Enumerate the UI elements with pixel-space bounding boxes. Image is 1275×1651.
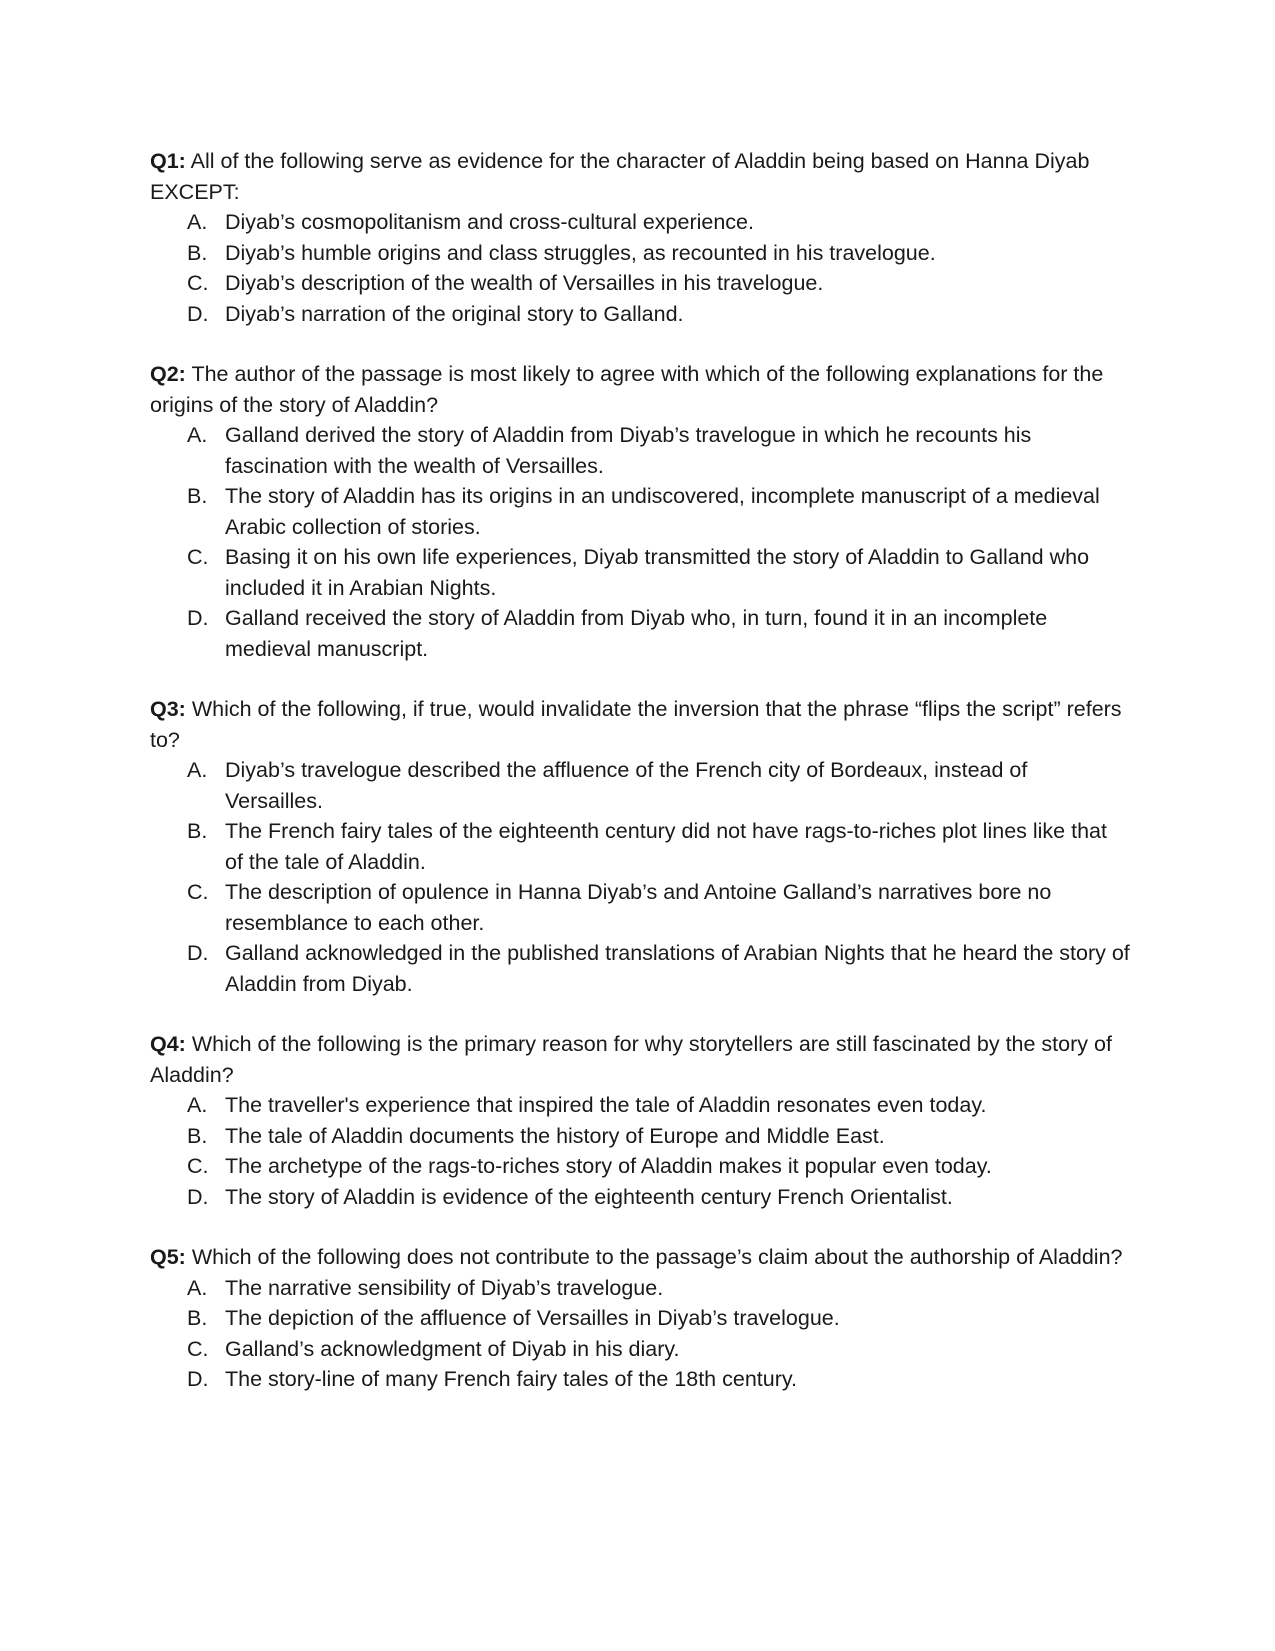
question-number: Q2:: [150, 362, 186, 386]
option-b: [150, 1303, 1130, 1334]
option-a: [150, 207, 1130, 238]
option-list: [150, 1273, 1130, 1395]
option-letter: C.: [187, 1336, 209, 1361]
option-d: [150, 299, 1130, 330]
option-letter: B.: [187, 1123, 208, 1148]
option-letter: C.: [187, 880, 209, 904]
question-number: Q4:: [150, 1032, 186, 1056]
option-a: [150, 420, 1130, 481]
option-c: [150, 1151, 1130, 1182]
question-5: [150, 1242, 1130, 1395]
question-stem: [150, 359, 1130, 420]
option-letter: A.: [187, 423, 208, 447]
option-text: The story-line of many French fairy tales of the 18th century.: [225, 1367, 797, 1391]
option-d: [150, 1182, 1130, 1213]
option-letter: D.: [187, 606, 209, 630]
option-letter: A.: [187, 1275, 208, 1300]
option-d: [150, 1364, 1130, 1395]
option-list: [150, 420, 1130, 664]
question-4: [150, 1029, 1130, 1212]
question-text: Which of the following, if true, would invalidate the inversion that the phrase “flips the script” refers to?: [150, 697, 1122, 752]
option-letter: D.: [187, 941, 209, 965]
option-letter: B.: [187, 484, 208, 508]
option-letter: D.: [187, 1184, 209, 1209]
document-page: [150, 146, 1130, 1425]
question-number: Q1:: [150, 149, 186, 173]
option-text: Galland acknowledged in the published translations of Arabian Nights that he heard the story of Aladdin from Diyab.: [225, 941, 1130, 996]
question-stem: [150, 146, 1130, 207]
option-d: [150, 603, 1130, 664]
question-text: Which of the following does not contribute to the passage’s claim about the authorship of Aladdin?: [191, 1245, 1123, 1269]
option-text: Galland derived the story of Aladdin from Diyab’s travelogue in which he recounts his fascination with the wealth of Versailles.: [225, 423, 1032, 478]
option-letter: B.: [187, 240, 208, 265]
option-text: Basing it on his own life experiences, Diyab transmitted the story of Aladdin to Galland who included it in Arabian Nights.: [225, 545, 1090, 600]
option-letter: C.: [187, 271, 209, 295]
option-text: The tale of Aladdin documents the history of Europe and Middle East.: [225, 1123, 885, 1148]
option-letter: B.: [187, 819, 208, 843]
question-number: Q3:: [150, 697, 186, 721]
option-text: Galland received the story of Aladdin from Diyab who, in turn, found it in an incomplete medieval manuscript.: [225, 606, 1048, 661]
option-text: The story of Aladdin has its origins in an undiscovered, incomplete manuscript of a medieval Arabic collection of stories.: [225, 484, 1100, 539]
option-c: [150, 877, 1130, 938]
option-a: [150, 755, 1130, 816]
option-text: The French fairy tales of the eighteenth century did not have rags-to-riches plot lines like that of the tale of Aladdin.: [225, 819, 1107, 874]
option-letter: C.: [187, 545, 209, 569]
question-text: The author of the passage is most likely to agree with which of the following explanations for the origins of the story of Aladdin?: [150, 362, 1104, 417]
option-list: [150, 207, 1130, 329]
option-letter: D.: [187, 301, 209, 326]
question-1: [150, 146, 1130, 329]
option-b: [150, 1121, 1130, 1152]
option-c: [150, 1334, 1130, 1365]
option-d: [150, 938, 1130, 999]
option-text: The story of Aladdin is evidence of the eighteenth century French Orientalist.: [225, 1184, 953, 1209]
option-a: [150, 1090, 1130, 1121]
option-letter: A.: [187, 758, 208, 782]
option-text: The description of opulence in Hanna Diyab’s and Antoine Galland’s narratives bore no resemblance to each other.: [225, 880, 1052, 935]
question-stem: [150, 1242, 1130, 1273]
option-text: Galland’s acknowledgment of Diyab in his diary.: [225, 1336, 680, 1361]
option-c: [150, 542, 1130, 603]
option-letter: A.: [187, 1093, 208, 1117]
option-text: The archetype of the rags-to-riches story of Aladdin makes it popular even today.: [225, 1154, 992, 1178]
question-number: Q5:: [150, 1245, 186, 1269]
option-b: [150, 816, 1130, 877]
option-text: Diyab’s description of the wealth of Versailles in his travelogue.: [225, 271, 824, 295]
option-letter: D.: [187, 1367, 209, 1391]
question-text: All of the following serve as evidence for the character of Aladdin being based on Hanna Diyab EXCEPT:: [150, 149, 1090, 204]
question-stem: [150, 694, 1130, 755]
question-2: [150, 359, 1130, 664]
option-text: Diyab’s narration of the original story to Galland.: [225, 301, 684, 326]
option-letter: C.: [187, 1154, 209, 1178]
option-list: [150, 1090, 1130, 1212]
option-text: The traveller's experience that inspired the tale of Aladdin resonates even today.: [225, 1093, 987, 1117]
option-letter: A.: [187, 210, 208, 234]
question-3: [150, 694, 1130, 999]
option-letter: B.: [187, 1306, 208, 1330]
option-text: Diyab’s cosmopolitanism and cross-cultural experience.: [225, 210, 754, 234]
question-stem: [150, 1029, 1130, 1090]
option-text: The depiction of the affluence of Versailles in Diyab’s travelogue.: [225, 1306, 840, 1330]
option-b: [150, 238, 1130, 269]
option-text: The narrative sensibility of Diyab’s travelogue.: [225, 1275, 664, 1300]
option-a: [150, 1273, 1130, 1304]
option-text: Diyab’s humble origins and class struggles, as recounted in his travelogue.: [225, 240, 936, 265]
option-text: Diyab’s travelogue described the affluence of the French city of Bordeaux, instead of Versailles.: [225, 758, 1028, 813]
option-b: [150, 481, 1130, 542]
option-c: [150, 268, 1130, 299]
question-text: Which of the following is the primary reason for why storytellers are still fascinated by the story of Aladdin?: [150, 1032, 1112, 1087]
option-list: [150, 755, 1130, 999]
